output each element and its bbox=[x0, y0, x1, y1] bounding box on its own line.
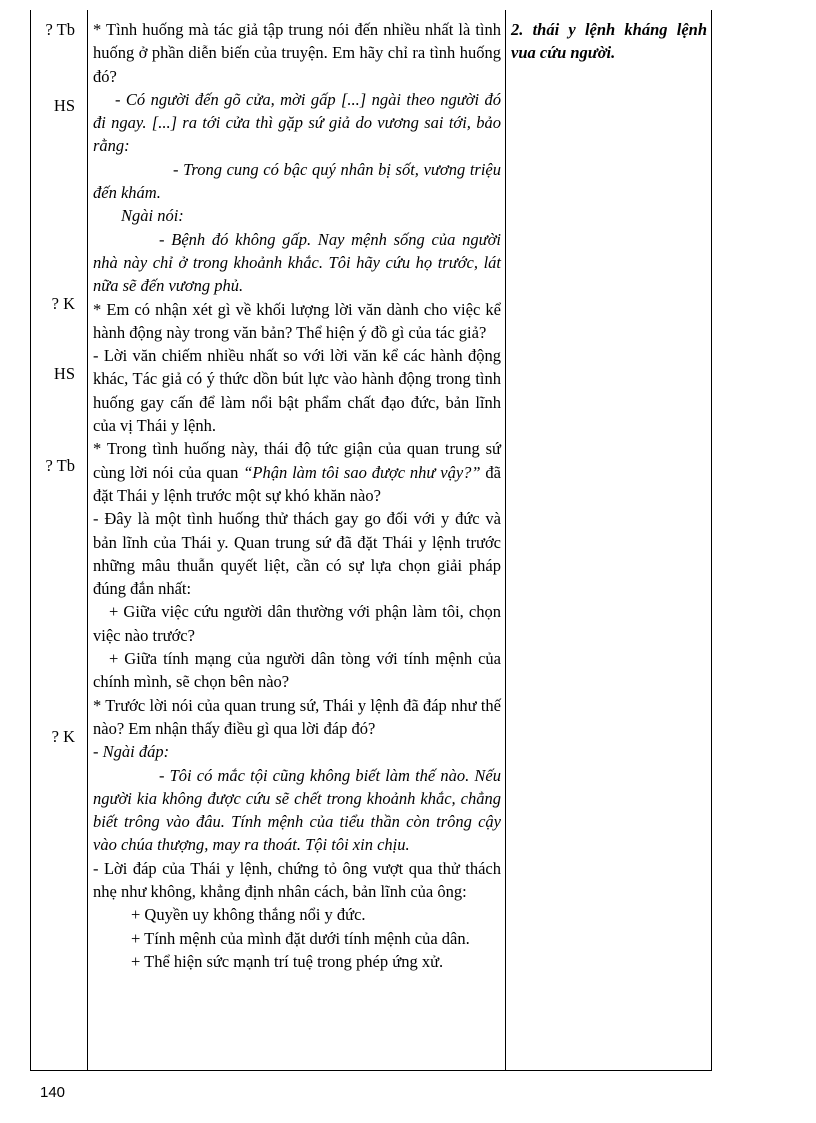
lesson-table bbox=[30, 10, 712, 1071]
question-part: * Trong tình huống này, thái độ tức giận của quan trung sứ cùng lời nói của quan bbox=[93, 439, 501, 482]
answer-text: - Đây là một tình huống thử thách gay go đối với y đức và bản lĩnh của Thái y. Quan trung sứ đã đặt Thái y lệnh trước những mâu thuẫn quyết liệt, cần có sự lựa chọn giải pháp đúng đắn nhất: bbox=[93, 509, 501, 599]
answer-text: - Tôi có mắc tội cũng không biết làm thế nào. Nếu người kia không được cứu sẽ chết trong khoảnh khắc, chẳng biết trông vào đâu. Tính mệnh của tiểu thần còn trông cậy vào chúa thượng, may ra thoát. Tội tôi xin chịu. bbox=[93, 765, 501, 855]
column-divider bbox=[505, 10, 506, 1070]
question-text: * Em có nhận xét gì về khối lượng lời văn dành cho việc kể hành động này trong văn bản? Thể hiện ý đồ gì của tác giả? bbox=[93, 299, 501, 342]
role-label: ? K bbox=[51, 727, 75, 746]
answer-bullet: + Thể hiện sức mạnh trí tuệ trong phép ứng xử. bbox=[131, 951, 444, 971]
role-label: ? Tb bbox=[45, 456, 75, 475]
answer-text: - Lời đáp của Thái y lệnh, chứng tỏ ông vượt qua thử thách nhẹ như không, khẳng định nhân cách, bản lĩnh của ông: bbox=[93, 858, 501, 901]
question-text: * Tình huống mà tác giả tập trung nói đến nhiều nhất là tình huống ở phần diễn biến của truyện. Em hãy chỉ ra tình huống đó? bbox=[93, 20, 501, 86]
answer-bullet: + Quyền uy không thắng nổi y đức. bbox=[131, 905, 366, 925]
page-number: 140 bbox=[40, 1084, 66, 1101]
question-text: * Trước lời nói của quan trung sứ, Thái y lệnh đã đáp như thế nào? Em nhận thấy điều gì qua lời đáp đó? bbox=[93, 695, 501, 738]
answer-text: - Ngài đáp: bbox=[93, 742, 170, 762]
role-label: ? Tb bbox=[45, 20, 75, 39]
answer-text: - Bệnh đó không gấp. Nay mệnh sống của người nhà này chỉ ở trong khoảnh khắc. Tôi hãy cứu họ trước, lát nữa sẽ đến vương phủ. bbox=[93, 229, 501, 296]
answer-text: - Lời văn chiếm nhiều nhất so với lời văn kể các hành động khác, Tác giả có ý thức dồn bút lực vào hành động trong tình huống gay cấn để làm nổi bật phẩm chất đạo đức, bản lĩnh của vị Thái y lệnh. bbox=[93, 346, 501, 436]
role-label: ? K bbox=[51, 294, 75, 313]
role-label: HS bbox=[53, 96, 75, 115]
column-divider bbox=[87, 10, 88, 1070]
role-label: HS bbox=[53, 364, 75, 383]
answer-bullet: + Giữa tính mạng của người dân tòng với tính mệnh của chính mình, sẽ chọn bên nào? bbox=[93, 649, 501, 692]
answer-bullet: + Tính mệnh của mình đặt dưới tính mệnh của dân. bbox=[131, 928, 470, 948]
summary-column bbox=[511, 18, 707, 64]
section-heading: 2. thái y lệnh kháng lệnh vua cứu người. bbox=[511, 20, 707, 62]
content-column bbox=[93, 18, 501, 973]
role-column bbox=[31, 10, 87, 1070]
quote-text: “Phận làm tôi sao được như vậy?” bbox=[243, 462, 481, 482]
question-text bbox=[93, 437, 501, 507]
answer-text: Ngài nói: bbox=[121, 206, 184, 226]
question-part: đã đặt Thái y lệnh trước một sự khó khăn nào? bbox=[93, 462, 501, 505]
answer-text: - Trong cung có bậc quý nhân bị sốt, vương triệu đến khám. bbox=[93, 159, 501, 203]
answer-bullet: + Giữa việc cứu người dân thường với phận làm tôi, chọn việc nào trước? bbox=[93, 602, 501, 645]
answer-text: - Có người đến gõ cửa, mời gấp [...] ngài theo người đó đi ngay. [...] ra tới cửa thì gặp sứ giả do vương sai tới, bảo rằng: bbox=[93, 89, 501, 156]
